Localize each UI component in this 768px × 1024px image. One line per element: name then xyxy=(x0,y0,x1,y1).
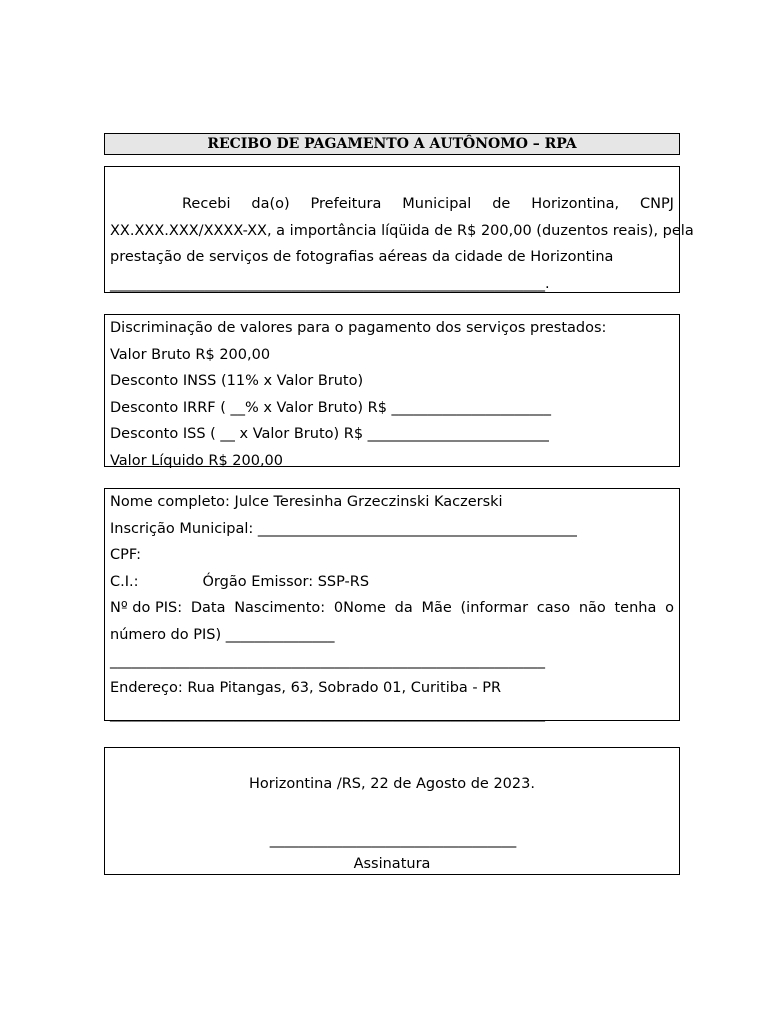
gross-value: Valor Bruto R$ 200,00 xyxy=(110,346,271,363)
signature-box xyxy=(104,747,680,875)
receipt-line-3: prestação de serviços de fotografias aéreas da cidade de Horizontina xyxy=(110,249,614,265)
receipt-word: Municipal xyxy=(402,196,472,212)
iss-discount: Desconto ISS ( __ x Valor Bruto) R$ _________________________ xyxy=(110,426,549,442)
blank-line: ____________________________________________________________ xyxy=(110,653,545,669)
pis-word: Data xyxy=(190,600,226,616)
pis-word: 0Nome xyxy=(333,600,386,616)
pis-word: (informar xyxy=(460,600,529,616)
signature-line: __________________________________ xyxy=(269,832,517,848)
values-heading: Discriminação de valores para o pagamento dos serviços prestados: xyxy=(110,320,607,336)
pis-word: da xyxy=(394,600,413,616)
irrf-discount: Desconto IRRF ( __% x Valor Bruto) R$ ______________________ xyxy=(110,399,552,416)
receipt-word: Prefeitura xyxy=(310,196,382,212)
place-date: Horizontina /RS, 22 de Agosto de 2023. xyxy=(249,776,535,792)
pis-line-1 xyxy=(110,595,674,622)
issuer-label: Órgão Emissor: SSP-RS xyxy=(202,573,370,590)
receipt-word: da(o) xyxy=(251,196,290,212)
pis-word: não xyxy=(578,600,606,616)
pis-word: caso xyxy=(536,600,571,616)
signature-label: Assinatura xyxy=(353,856,431,872)
receipt-line-4: ____________________________________________________________. xyxy=(110,275,550,292)
municipal-registration: Inscrição Municipal: ____________________________________________ xyxy=(110,520,577,537)
pis-word: o xyxy=(665,600,674,616)
receipt-word: CNPJ xyxy=(639,196,674,212)
values-box xyxy=(104,314,680,467)
receipt-word: de xyxy=(492,196,511,212)
person-box xyxy=(104,488,680,721)
ci-label: C.I.: xyxy=(110,573,139,590)
receipt-word: Recebi xyxy=(182,196,231,212)
ci-line xyxy=(110,569,674,596)
full-name: Nome completo: Julce Teresinha Grzeczinski Kaczerski xyxy=(110,494,503,510)
blank-line: ____________________________________________________________ xyxy=(110,706,545,722)
receipt-word: Horizontina, xyxy=(531,196,620,212)
pis-word: Nascimento: xyxy=(234,600,326,616)
net-value: Valor Líquido R$ 200,00 xyxy=(110,452,284,469)
receipt-line-2: XX.XXX.XXX/XXXX-XX, a importância líqüida de R$ 200,00 (duzentos reais), pela xyxy=(110,222,694,239)
cpf-label: CPF: xyxy=(110,547,141,563)
pis-word: Nº do PIS: xyxy=(110,600,183,616)
pis-word: tenha xyxy=(614,600,657,616)
receipt-line-1 xyxy=(110,191,674,218)
pis-word: Mãe xyxy=(421,600,452,616)
receipt-text-box xyxy=(104,166,694,293)
document-title: RECIBO DE PAGAMENTO A AUTÔNOMO – RPA xyxy=(104,133,680,155)
address: Endereço: Rua Pitangas, 63, Sobrado 01, Curitiba - PR xyxy=(110,679,502,696)
pis-line-2: número do PIS) _______________ xyxy=(110,626,335,643)
inss-discount: Desconto INSS (11% x Valor Bruto) xyxy=(110,373,364,389)
